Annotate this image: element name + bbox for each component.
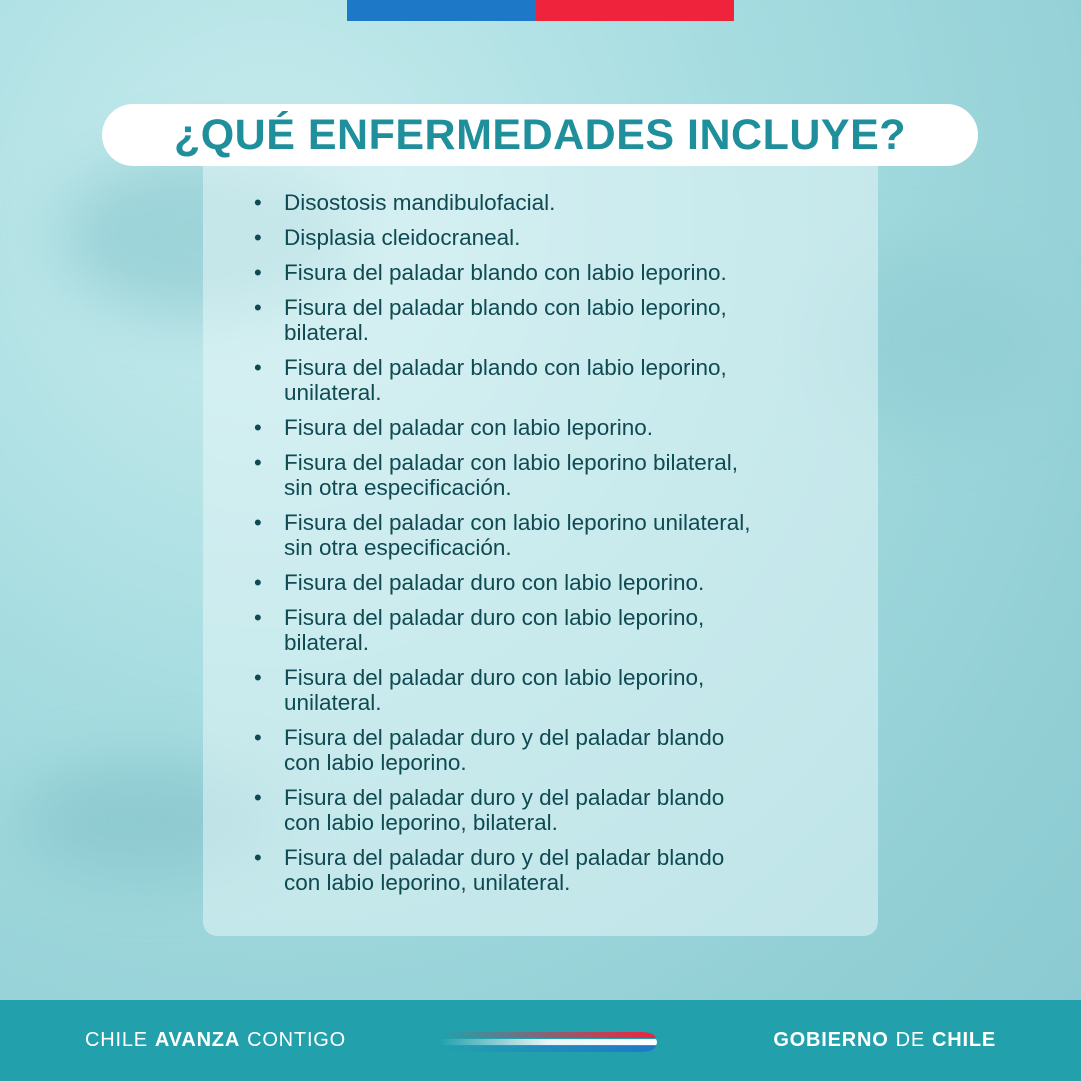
disease-item: • Disostosis mandibulofacial. <box>203 190 878 215</box>
disease-item: • Fisura del paladar duro con labio leporino, bilateral. <box>203 605 878 655</box>
footer-government-label: GOBIERNO DE CHILE <box>773 1029 996 1051</box>
footer-slogan: CHILE AVANZA CONTIGO <box>85 1029 347 1051</box>
disease-item: • Fisura del paladar con labio leporino unilateral, sin otra especificación. <box>203 510 878 560</box>
flag-red-segment <box>536 0 734 21</box>
disease-item: • Fisura del paladar duro con labio leporino. <box>203 570 878 595</box>
disease-item: • Fisura del paladar blando con labio leporino. <box>203 260 878 285</box>
footer-bar <box>0 1000 1081 1081</box>
disease-list <box>203 190 878 895</box>
disease-item: • Fisura del paladar con labio leporino bilateral, sin otra especificación. <box>203 450 878 500</box>
chile-flag-swoosh-icon <box>440 1024 660 1058</box>
disease-item: • Fisura del paladar blando con labio leporino, bilateral. <box>203 295 878 345</box>
disease-card <box>203 166 878 936</box>
disease-item: • Displasia cleidocraneal. <box>203 225 878 250</box>
title-pill <box>102 104 978 166</box>
disease-item: • Fisura del paladar duro con labio leporino, unilateral. <box>203 665 878 715</box>
disease-item: • Fisura del paladar blando con labio leporino, unilateral. <box>203 355 878 405</box>
flag-blue-segment <box>347 0 536 21</box>
page-title: ¿QUÉ ENFERMEDADES INCLUYE? <box>173 110 907 159</box>
disease-item: • Fisura del paladar duro y del paladar blando con labio leporino. <box>203 725 878 775</box>
disease-item: • Fisura del paladar duro y del paladar blando con labio leporino, unilateral. <box>203 845 878 895</box>
disease-item: • Fisura del paladar con labio leporino. <box>203 415 878 440</box>
flag-color-bar <box>347 0 734 21</box>
disease-item: • Fisura del paladar duro y del paladar blando con labio leporino, bilateral. <box>203 785 878 835</box>
